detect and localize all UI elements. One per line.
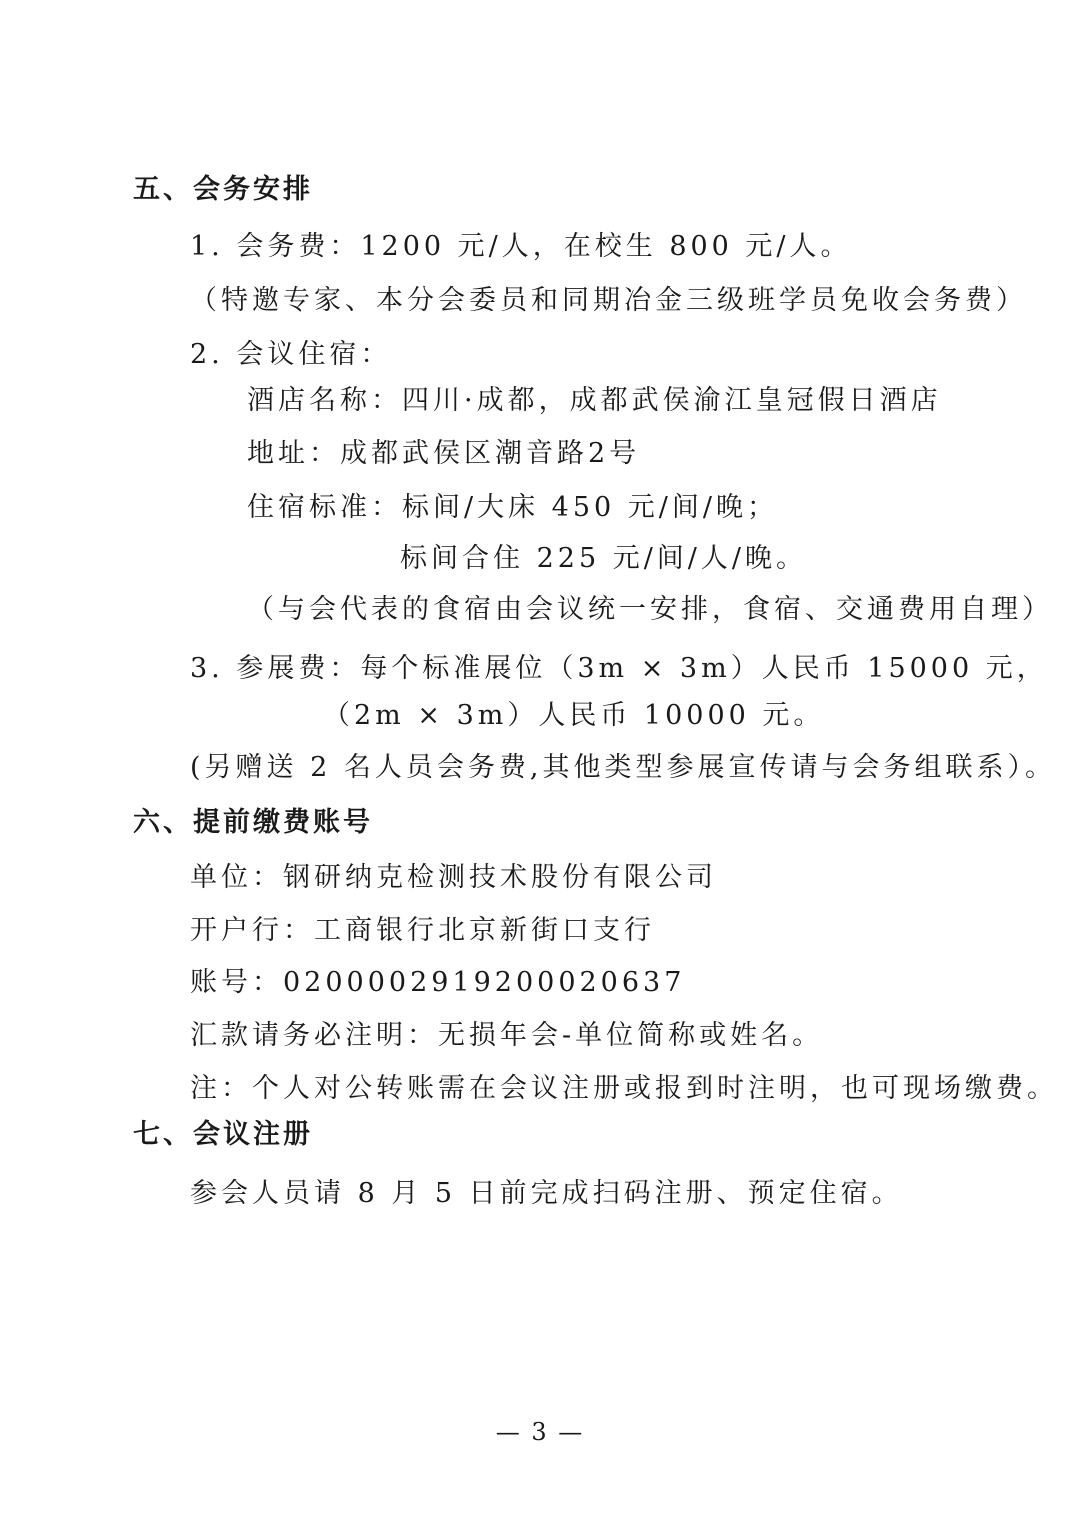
lodging-standard: 住宿标准：标间/大床 450 元/间/晚； bbox=[247, 492, 778, 523]
section7-heading: 七、会议注册 bbox=[133, 1119, 313, 1150]
remittance-note: 汇款请务必注明：无损年会-单位简称或姓名。 bbox=[190, 1020, 824, 1051]
exhibition-fee-item: 3. 参展费：每个标准展位（3m × 3m）人民币 15000 元， bbox=[190, 653, 1048, 684]
exhibition-note: (另赠送 2 名人员会务费,其他类型参展宣传请与会务组联系）。 bbox=[190, 752, 1056, 783]
section6-heading: 六、提前缴费账号 bbox=[133, 807, 373, 838]
fee-exemption-note: （特邀专家、本分会委员和同期冶金三级班学员免收会务费） bbox=[190, 285, 1027, 316]
registration-text: 参会人员请 8 月 5 日前完成扫码注册、预定住宿。 bbox=[190, 1178, 903, 1209]
payee-unit: 单位：钢研纳克检测技术股份有限公司 bbox=[190, 862, 717, 893]
account-number: 账号：0200002919200020637 bbox=[190, 967, 686, 998]
lodging-standard-shared: 标间合住 225 元/间/人/晚。 bbox=[400, 543, 807, 574]
page-number: — 3 — bbox=[495, 1418, 585, 1446]
hotel-address: 地址：成都武侯区潮音路2号 bbox=[247, 438, 641, 469]
section5-heading: 五、会务安排 bbox=[133, 174, 313, 205]
exhibition-fee-small-booth: （2m × 3m）人民币 10000 元。 bbox=[323, 700, 825, 731]
hotel-name: 酒店名称：四川·成都，成都武侯渝江皇冠假日酒店 bbox=[247, 385, 942, 416]
fee-item: 1. 会务费：1200 元/人，在校生 800 元/人。 bbox=[190, 231, 852, 262]
payee-bank: 开户行：工商银行北京新街口支行 bbox=[190, 915, 655, 946]
lodging-item: 2. 会议住宿： bbox=[190, 339, 392, 370]
payment-note: 注：个人对公转账需在会议注册或报到时注明，也可现场缴费。 bbox=[190, 1073, 1058, 1104]
lodging-note: （与会代表的食宿由会议统一安排，食宿、交通费用自理） bbox=[247, 594, 1053, 625]
